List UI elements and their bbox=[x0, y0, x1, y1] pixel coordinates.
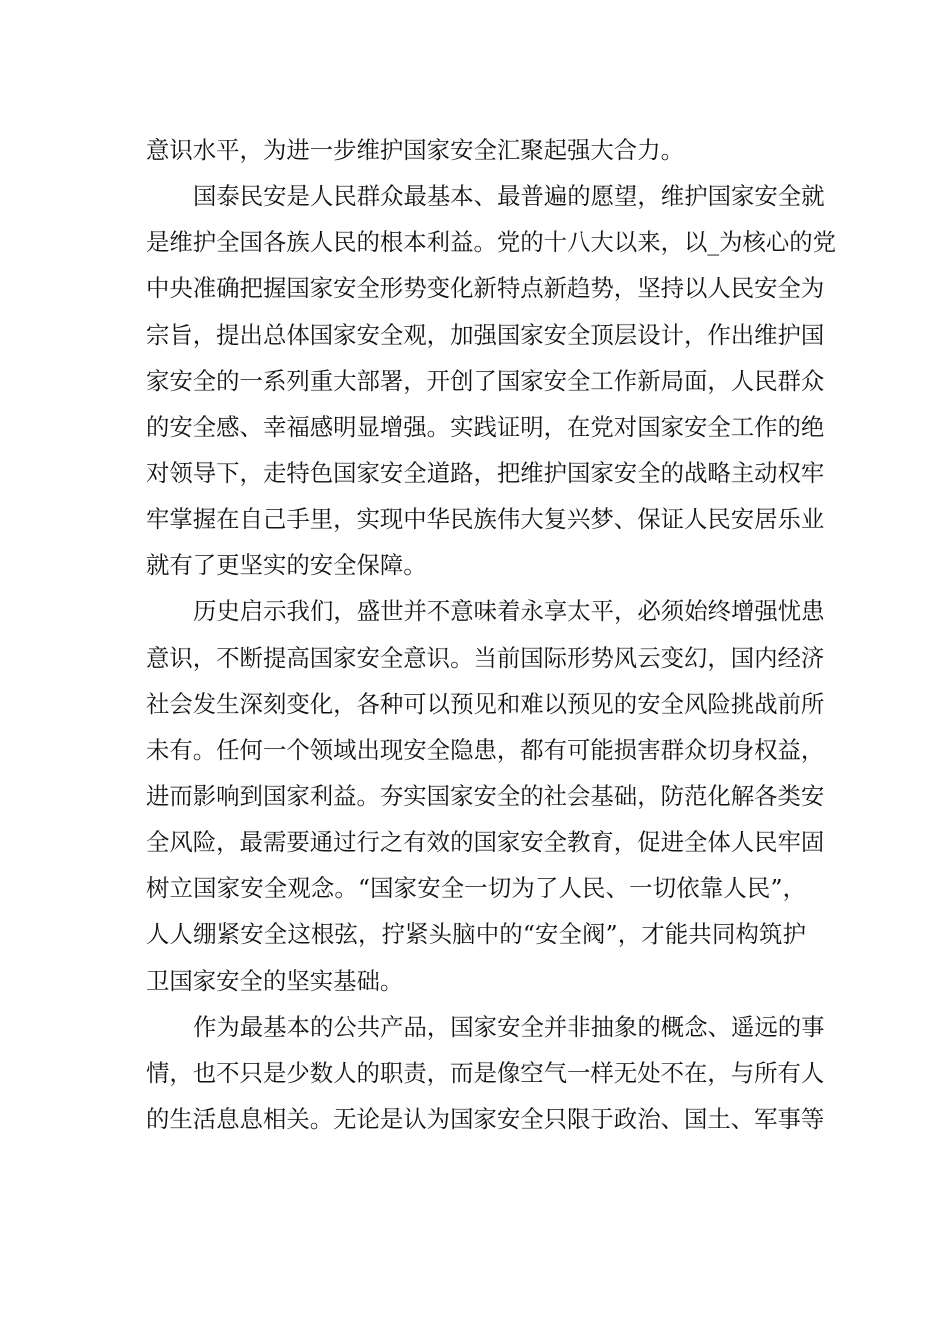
text-line: 未有。任何一个领域出现安全隐患，都有可能损害群众切身权益， bbox=[146, 735, 825, 764]
text-line: 情，也不只是少数人的职责，而是像空气一样无处不在，与所有人 bbox=[146, 1058, 825, 1087]
text-line: 意识水平，为进一步维护国家安全汇聚起强大合力。 bbox=[146, 136, 684, 164]
text-line: 牢掌握在自己手里，实现中华民族伟大复兴梦、保证人民安居乐业 bbox=[146, 505, 825, 534]
text-line: 的生活息息相关。无论是认为国家安全只限于政治、国土、军事等 bbox=[146, 1104, 825, 1133]
text-line: 是维护全国各族人民的根本利益。党的十八大以来，以_为核心的党 bbox=[146, 228, 837, 257]
text-line: 对领导下，走特色国家安全道路，把维护国家安全的战略主动权牢 bbox=[146, 458, 825, 487]
text-line: 全风险，最需要通过行之有效的国家安全教育，促进全体人民牢固 bbox=[146, 828, 825, 857]
text-line: 家安全的一系列重大部署，开创了国家安全工作新局面，人民群众 bbox=[146, 366, 825, 395]
text-line: 社会发生深刻变化，各种可以预见和难以预见的安全风险挑战前所 bbox=[146, 689, 825, 718]
text-line: 卫国家安全的坚实基础。 bbox=[146, 966, 404, 995]
text-line: 就有了更坚实的安全保障。 bbox=[146, 551, 427, 580]
text-line: 宗旨，提出总体国家安全观，加强国家安全顶层设计，作出维护国 bbox=[146, 320, 825, 349]
text-line: 树立国家安全观念。“国家安全一切为了人民、一切依靠人民”， bbox=[146, 874, 806, 903]
paragraph-first-line: 国泰民安是人民群众最基本、最普遍的愿望，维护国家安全就 bbox=[193, 182, 825, 211]
text-line: 中央准确把握国家安全形势变化新特点新趋势，坚持以人民安全为 bbox=[146, 274, 825, 303]
text-line: 人人绷紧安全这根弦，拧紧头脑中的“安全阀”，才能共同构筑护 bbox=[146, 920, 806, 949]
text-line: 进而影响到国家利益。夯实国家安全的社会基础，防范化解各类安 bbox=[146, 781, 825, 810]
body-text bbox=[146, 127, 837, 1142]
text-line: 意识，不断提高国家安全意识。当前国际形势风云变幻，国内经济 bbox=[146, 643, 825, 672]
text-line: 的安全感、幸福感明显增强。实践证明，在党对国家安全工作的绝 bbox=[146, 412, 825, 441]
paragraph-first-line: 作为最基本的公共产品，国家安全并非抽象的概念、遥远的事 bbox=[193, 1012, 825, 1041]
paragraph-first-line: 历史启示我们，盛世并不意味着永享太平，必须始终增强忧患 bbox=[193, 597, 825, 626]
